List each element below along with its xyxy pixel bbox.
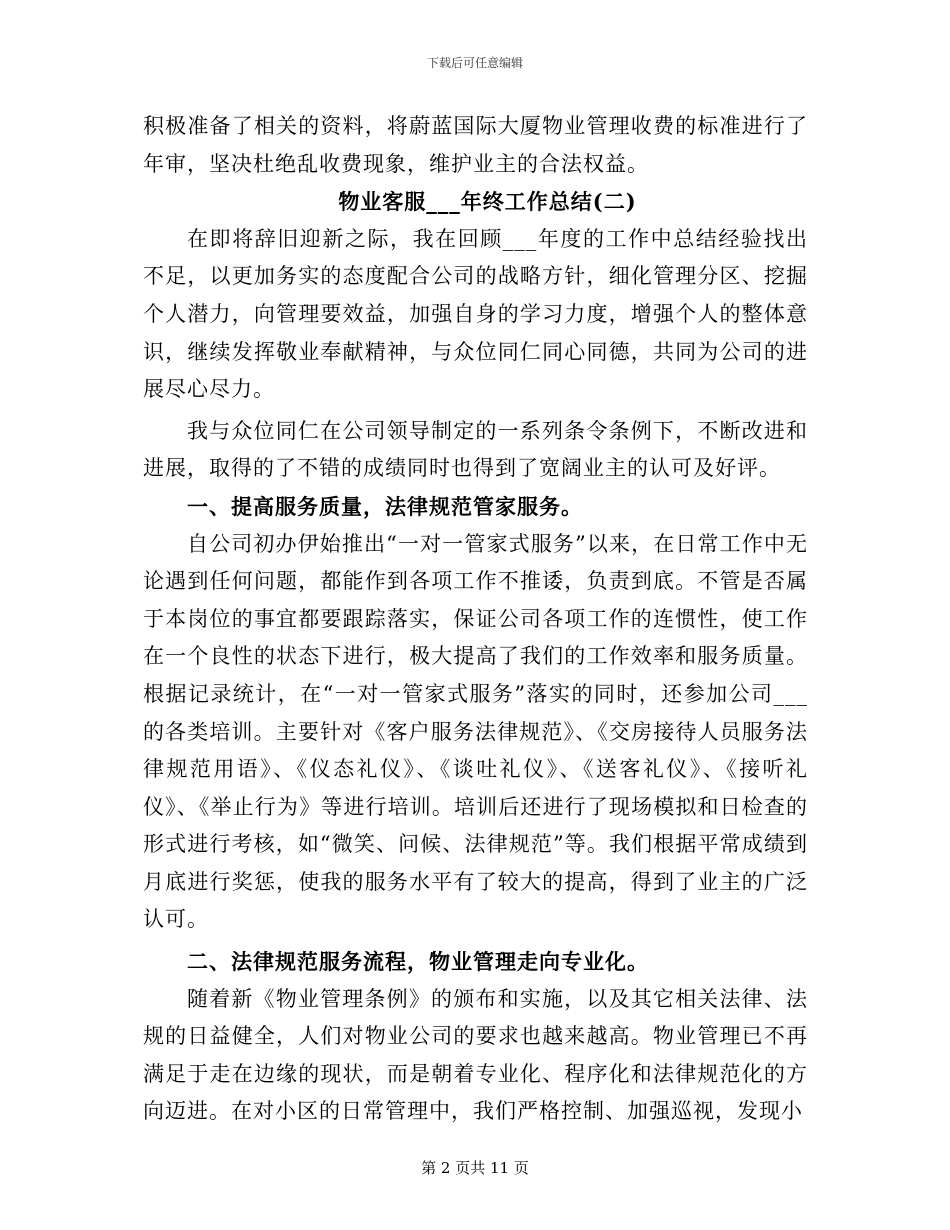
paragraph-2: 我与众位同仁在公司领导制定的一系列条令条例下，不断改进和进展，取得的了不错的成绩同时也得到了宽阔业主的认可及好评。 [143, 418, 808, 481]
paragraph-4: 随着新《物业管理条例》的颁布和实施，以及其它相关法律、法规的日益健全，人们对物业公司的要求也越来越高。物业管理已不再满足于走在边缘的现状，而是朝着专业化、程序化和法律规范化的方向迈进。在对小区的日常管理中，我们严格控制、加强巡视，发现小 [143, 986, 808, 1124]
heading-2: 二、法律规范服务流程，物业管理走向专业化。 [187, 949, 649, 975]
page-footer: 第 2 页共 11 页 [421, 1159, 529, 1177]
page-header: 下载后可任意编辑 [426, 56, 523, 70]
paragraph-1: 在即将辞旧迎新之际，我在回顾___年度的工作中总结经验找出不足，以更加务实的态度配合公司的战略方针，细化管理分区、挖掘个人潜力，向管理要效益，加强自身的学习力度，增强个人的整体意识，继续发挥敬业奉献精神，与众位同仁同心同德，共同为公司的进展尽心尽力。 [143, 226, 808, 402]
heading-1: 一、提高服务质量，法律规范管家服务。 [187, 493, 583, 519]
section-title: 物业客服___年终工作总结(二) [338, 189, 637, 215]
paragraph-intro: 积极准备了相关的资料，将蔚蓝国际大厦物业管理收费的标准进行了年审，坚决杜绝乱收费现象，维护业主的合法权益。 [143, 114, 808, 176]
document-body [143, 108, 808, 1131]
paragraph-3: 自公司初办伊始推出“一对一管家式服务”以来，在日常工作中无论遇到任何问题，都能作到各项工作不推诿，负责到底。不管是否属于本岗位的事宜都要跟踪落实，保证公司各项工作的连惯性，使工作在一个良性的状态下进行，极大提高了我们的工作效率和服务质量。根据记录统计，在“一对一管家式服务”落实的同时，还参加公司___的各类培训。主要针对《客户服务法律规范》、《交房接待人员服务法律规范用语》、《仪态礼仪》、《谈吐礼仪》、《送客礼仪》、《接听礼仪》、《举止行为》等进行培训。培训后还进行了现场模拟和日检查的形式进行考核，如“微笑、问候、法律规范”等。我们根据平常成绩到月底进行奖惩，使我的服务水平有了较大的提高，得到了业主的广泛认可。 [143, 531, 808, 932]
